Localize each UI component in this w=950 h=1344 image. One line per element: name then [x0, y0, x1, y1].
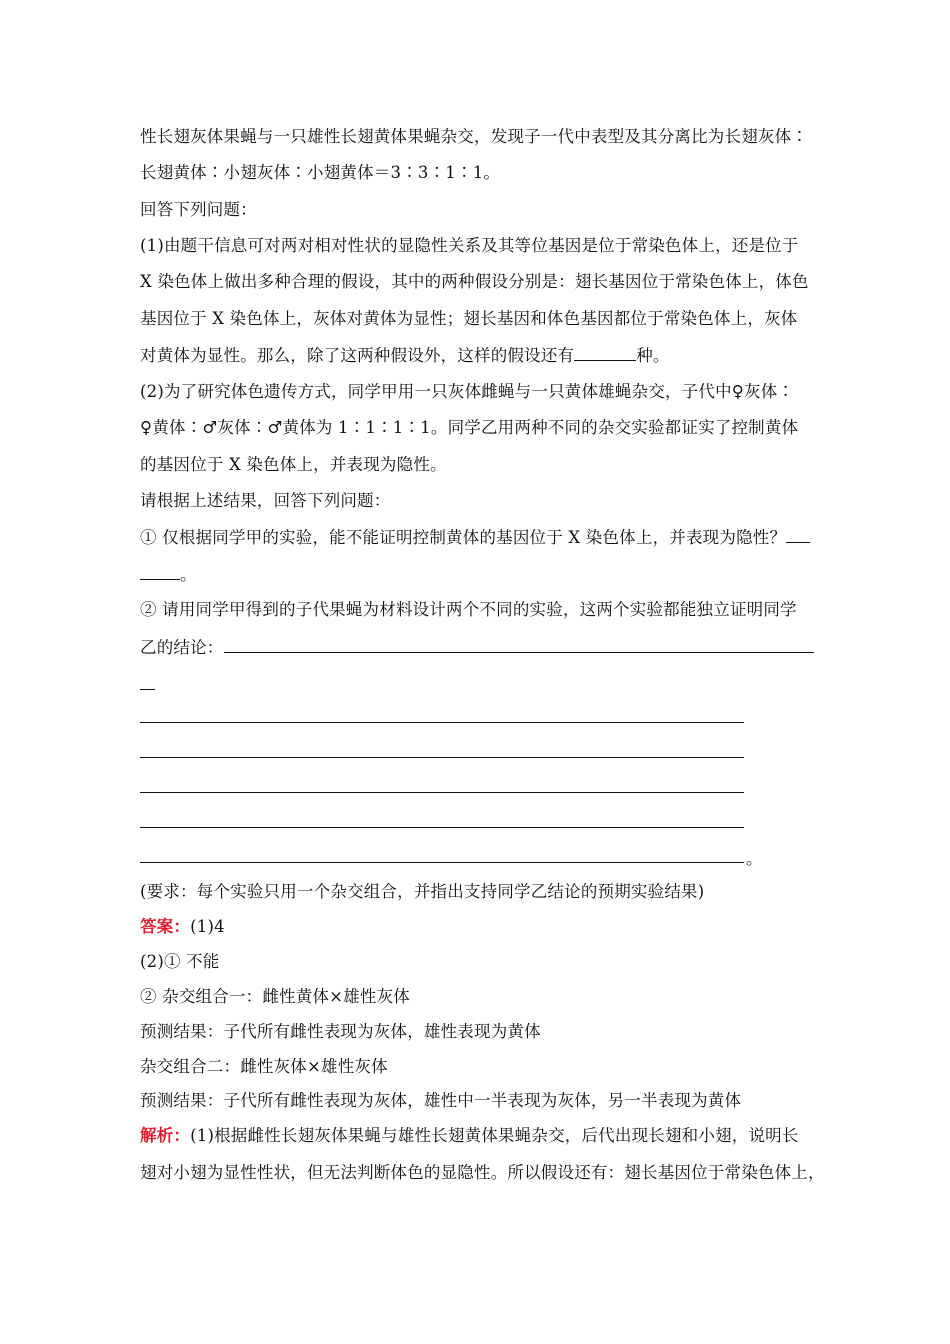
answer-line-1 [140, 916, 225, 938]
answer-line: 预测结果：子代所有雌性表现为灰体，雄性中一半表现为灰体，另一半表现为黄体 [140, 1091, 742, 1110]
answer-blank[interactable] [140, 563, 180, 580]
answer-blank[interactable] [786, 526, 810, 543]
answer-blank[interactable] [224, 636, 814, 653]
question-line [140, 344, 670, 367]
answer-line[interactable] [140, 722, 744, 723]
question-line: 基因位于 X 染色体上，灰体对黄体为显性；翅长基因和体色基因都位于常染色体上，灰体 [140, 309, 798, 328]
answer-line: (2)① 不能 [140, 952, 220, 971]
analysis-line-1 [140, 1125, 799, 1147]
question-line: ♀黄体∶♂灰体∶♂黄体为 1∶1∶1∶1。同学乙用两种不同的杂交实验都证实了控制黄体 [140, 418, 799, 437]
analysis-text: (1)根据雌性长翅灰体果蝇与雄性长翅黄体果蝇杂交，后代出现长翅和小翅，说明长 [190, 1126, 799, 1145]
answer-blank[interactable] [574, 344, 636, 361]
answer-text: (1)4 [190, 917, 225, 936]
answer-line[interactable] [140, 792, 744, 793]
question-line: 性长翅灰体果蝇与一只雄性长翅黄体果蝇杂交，发现子一代中表型及其分离比为长翅灰体∶ [140, 127, 808, 146]
question-line: (2)为了研究体色遗传方式，同学甲用一只灰体雌蝇与一只黄体雄蝇杂交，子代中♀灰体∶ [140, 382, 795, 401]
question-text: 种。 [636, 346, 670, 365]
question-line: (1)由题干信息可对两对相对性状的显隐性关系及其等位基因是位于常染色体上，还是位于 [140, 236, 799, 255]
question-line [140, 563, 197, 586]
question-prompt: 请根据上述结果，回答下列问题： [140, 491, 391, 510]
question-line [140, 636, 814, 659]
question-text: 乙的结论： [140, 638, 224, 657]
answer-line: 杂交组合二：雌性灰体×雄性灰体 [140, 1057, 388, 1076]
analysis-label: 解析： [140, 1126, 191, 1145]
answer-line[interactable] [140, 862, 744, 863]
question-text: 。 [180, 565, 197, 584]
question-line: X 染色体上做出多种合理的假设，其中的两种假设分别是：翅长基因位于常染色体上，体色 [140, 272, 809, 291]
period: 。 [746, 849, 763, 868]
answer-line[interactable] [140, 827, 744, 828]
answer-label: 答案： [140, 917, 191, 936]
question-text: ① 仅根据同学甲的实验，能不能证明控制黄体的基因位于 X 染色体上，并表现为隐性？ [140, 528, 787, 547]
question-requirement: (要求：每个实验只用一个杂交组合，并指出支持同学乙结论的预期实验结果) [140, 882, 705, 901]
question-line: ② 请用同学甲得到的子代果蝇为材料设计两个不同的实验，这两个实验都能独立证明同学 [140, 600, 797, 619]
question-text: 对黄体为显性。那么，除了这两种假设外，这样的假设还有 [140, 346, 575, 365]
question-line: 的基因位于 X 染色体上，并表现为隐性。 [140, 455, 447, 474]
question-line [140, 526, 810, 549]
answer-line: ② 杂交组合一：雌性黄体×雄性灰体 [140, 987, 410, 1006]
answer-line[interactable] [140, 757, 744, 758]
answer-line: 预测结果：子代所有雌性表现为灰体，雄性表现为黄体 [140, 1022, 541, 1041]
question-prompt: 回答下列问题： [140, 200, 257, 219]
answer-line[interactable] [140, 689, 155, 690]
analysis-line: 翅对小翅为显性性状，但无法判断体色的显隐性。所以假设还有：翅长基因位于常染色体上， [140, 1163, 825, 1182]
question-line: 长翅黄体∶小翅灰体∶小翅黄体＝3∶3∶1∶1。 [140, 163, 501, 182]
